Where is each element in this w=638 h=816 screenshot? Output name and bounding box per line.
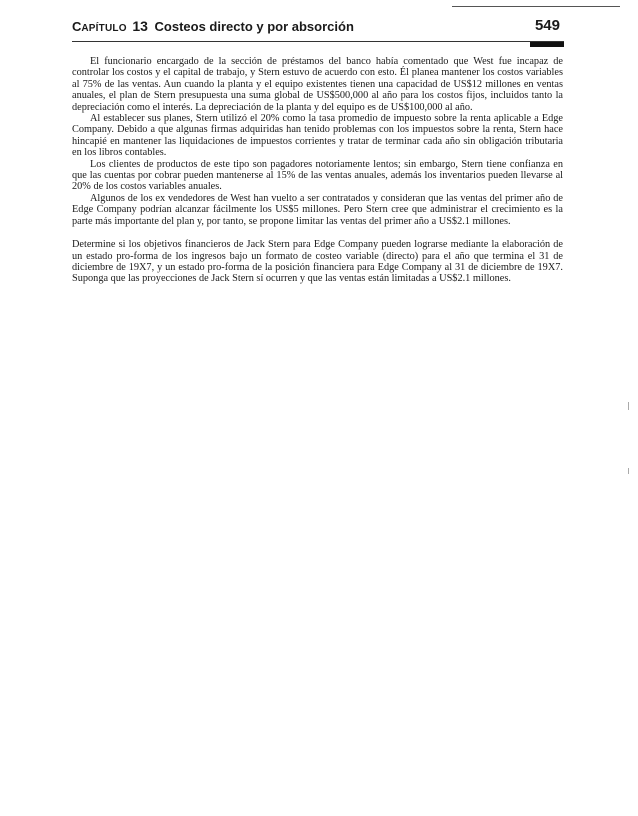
top-edge-rule bbox=[452, 6, 620, 7]
scan-mark bbox=[628, 468, 629, 474]
paragraph: Algunos de los ex vendedores de West han vuelto a ser contratados y consideran que las ventas del primer año de Edge Company podrían alcanzar fácilmente los US$5 millones. Pero Stern cree que administrar el crecimiento es la parte más importante del plan y, por tanto, se propone limitar las ventas del primer año a US$2.1 millones. bbox=[72, 192, 563, 227]
paragraph: Los clientes de productos de este tipo son pagadores notoriamente lentos; sin embargo, Stern tiene confianza en que las cuentas por cobrar pueden mantenerse al 15% de las ventas anuales, además los inventarios pueden llevarse al 20% de los costos variables anuales. bbox=[72, 158, 563, 193]
chapter-heading bbox=[72, 18, 354, 34]
page-number: 549 bbox=[534, 17, 560, 34]
chapter-word-initial: C bbox=[72, 19, 82, 34]
header-tab-marker bbox=[530, 42, 564, 47]
chapter-title: Costeos directo y por absorción bbox=[154, 19, 354, 34]
header-rule bbox=[72, 41, 564, 42]
running-header bbox=[72, 18, 564, 38]
scan-mark bbox=[628, 402, 629, 410]
paragraph: Al establecer sus planes, Stern utilizó el 20% como la tasa promedio de impuesto sobre la renta aplicable a Edge Company. Debido a que algunas firmas adquiridas han tenido problemas con los impuestos sobre la renta, Stern hace hincapié en mantener las liquidaciones de impuestos corrientes y tratar de terminar cada año sin obligación tributaria en los libros contables. bbox=[72, 113, 563, 159]
chapter-number: 13 bbox=[132, 18, 148, 34]
paragraph: El funcionario encargado de la sección de préstamos del banco había comentado que West fue incapaz de controlar los costos y el capital de trabajo, y Stern estuvo de acuerdo con esto. Él planea mantener los costos variables al 75% de las ventas. Aun cuando la planta y el equipo existentes tienen una capacidad de US$12 millones en ventas anuales, el plan de Stern presupuesta una suma global de US$500,000 al año para los costos fijos, incluidos tanto la depreciación como el interés. La depreciación de la planta y del equipo es de US$100,000 al año. bbox=[72, 56, 563, 113]
body-text bbox=[72, 56, 563, 285]
chapter-word-rest: APÍTULO bbox=[81, 23, 127, 34]
exercise-question: Determine si los objetivos financieros de Jack Stern para Edge Company pueden lograrse mediante la elaboración de un estado pro-forma de los ingresos bajo un formato de costeo variable (directo) para el año que termina el 31 de diciembre de 19X7, y un estado pro-forma de la posición financiera para Edge Company al 31 de diciembre de 19X7. Suponga que las proyecciones de Jack Stern sí ocurren y que las ventas están limitadas a US$2.1 millones. bbox=[72, 239, 563, 285]
